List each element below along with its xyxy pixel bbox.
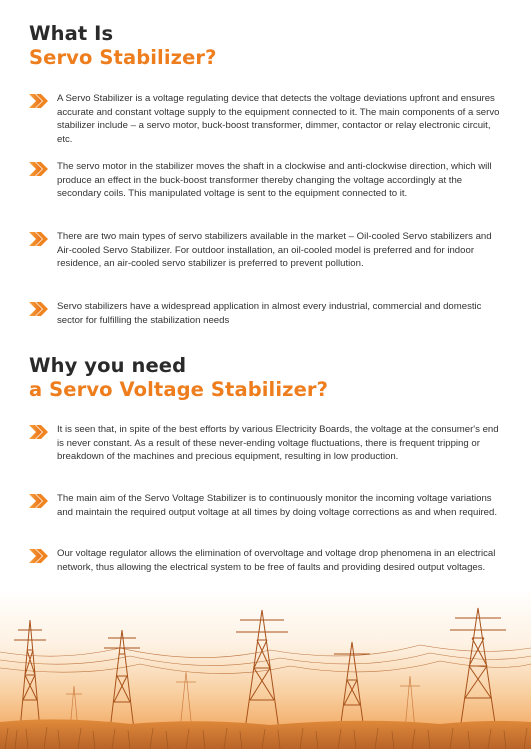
double-chevron-arrow-icon: [29, 425, 49, 439]
section-why-title-line1: Why you need: [29, 354, 187, 377]
section-why-title-line2: a Servo Voltage Stabilizer?: [29, 378, 329, 401]
section-why-heading: [29, 354, 328, 402]
double-chevron-arrow-icon: [29, 494, 49, 508]
section-what-is-title-line2: Servo Stabilizer?: [29, 46, 217, 69]
bullet-text: It is seen that, in spite of the best efforts by various Electricity Boards, the voltage at the consumer's end is never constant. As a result of these never-ending voltage fluctuations, there is frequent tripping or breakdown of the machines and precious equipment, resulting in low production.: [57, 424, 499, 462]
double-chevron-arrow-icon: [29, 94, 49, 108]
double-chevron-arrow-icon: [29, 549, 49, 563]
bullet-text: The main aim of the Servo Voltage Stabilizer is to continuously monitor the incoming voltage variations and maintain the required output voltage at all times by doing voltage corrections as and when required.: [57, 493, 497, 518]
power-transmission-towers-sunset-image: [0, 590, 531, 749]
section-what-is-heading: [29, 22, 217, 70]
bullet-text: A Servo Stabilizer is a voltage regulating device that detects the voltage deviations upfront and ensures accurate and constant voltage supply to the equipment connected to it. The main components of a servo stabilizer include – a servo motor, buck-boost transformer, dimmer, contactor or relay electronic circuit, etc.: [57, 93, 500, 145]
bullet-text: Our voltage regulator allows the elimination of overvoltage and voltage drop phenomena in an electrical network, thus allowing the electrical system to be free of faults and providing desired output voltages.: [57, 548, 496, 573]
bullet-text: There are two main types of servo stabilizers available in the market – Oil-cooled Servo stabilizers and Air-cooled Servo Stabilizer. For outdoor installation, an oil-cooled model is preferred and for indoor residence, an air-cooled servo stabilizer is preferred to prevent pollution.: [57, 231, 492, 269]
double-chevron-arrow-icon: [29, 232, 49, 246]
bullet-text: Servo stabilizers have a widespread application in almost every industrial, commercial and domestic sector for fulfilling the stabilization needs: [57, 301, 482, 326]
section-what-is-title-line1: What Is: [29, 22, 114, 45]
double-chevron-arrow-icon: [29, 162, 49, 176]
double-chevron-arrow-icon: [29, 302, 49, 316]
bullet-text: The servo motor in the stabilizer moves the shaft in a clockwise and anti-clockwise direction, which will produce an effect in the buck-boost transformer thereby changing the voltage accordingly at the secondary coils. This manipulated voltage is sent to the equipment connected to it.: [57, 161, 492, 199]
